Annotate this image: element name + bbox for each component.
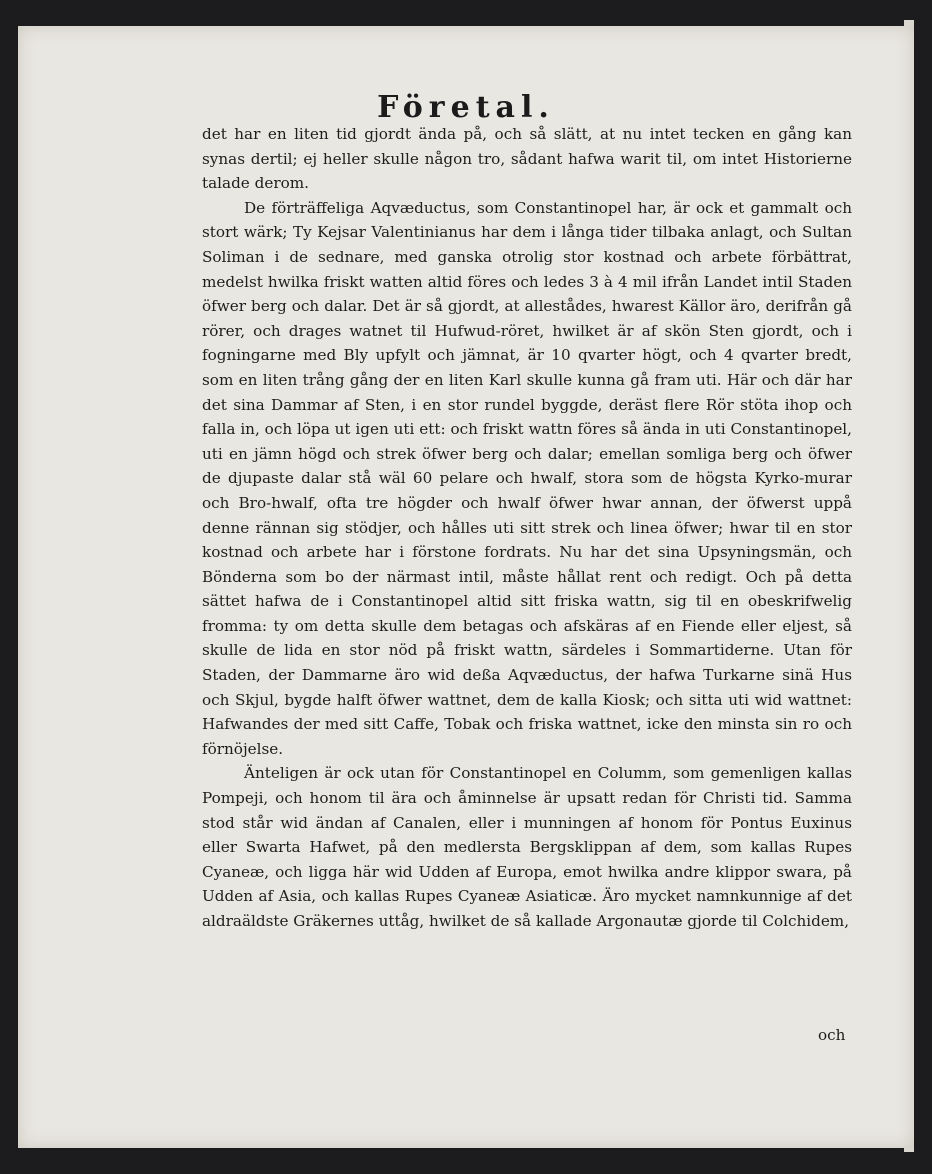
- paragraph-3: Änteligen är ock utan för Constantinopel en Columm, som gemenligen kallas Pompeji, och honom til ära och åminnelse är upsatt redan för Christi tid. Samma stod står wid ändan af Canalen, eller i munningen af honom för Pontus Euxinus eller Swarta Hafwet, på den medlersta Bergsklippan af dem, som kallas Rupes Cyaneæ, och ligga här wid Udden af Europa, emot hwilka andre klippor swara, på Udden af Asia, och kallas Rupes Cyaneæ Asiaticæ. Äro mycket namnkunnige af det aldraäldste Gräkernes uttåg, hwilket de så kallade Argonautæ gjorde til Colchidem,: [202, 764, 852, 930]
- catchword: och: [818, 1026, 846, 1044]
- book-page: [18, 26, 914, 1148]
- paragraph-1: det har en liten tid gjordt ända på, och så slätt, at nu intet tecken en gång kan synas dertil; ej heller skulle någon tro, sådant hafwa warit til, om intet Historierne talade derom.: [202, 125, 852, 193]
- page-title: Företal.: [377, 90, 555, 125]
- body-text: [202, 122, 852, 934]
- paragraph-2: De förträffeliga Aqvæductus, som Constantinopel har, är ock et gammalt och stort wärk; Ty Kejsar Valentinianus har dem i långa tider tilbaka anlagt, och Sultan Soliman i de sednare, med ganska otrolig stor kostnad och arbete förbättrat, medelst hwilka friskt watten altid föres och ledes 3 à 4 mil ifrån Landet intil Staden öfwer berg och dalar. Det är så gjordt, at allestådes, hwarest Källor äro, derifrån gå rörer, och drages watnet til Hufwud-röret, hwilket är af skön Sten gjordt, och i fogningarne med Bly upfylt och jämnat, är 10 qvarter högt, och 4 qvarter bredt, som en liten trång gång der en liten Karl skulle kunna gå fram uti. Här och där har det sina Dammar af Sten, i en stor rundel byggde, deräst flere Rör stöta ihop och falla in, och löpa ut igen uti ett: och friskt wattn föres så ända in uti Constantinopel, uti en jämn högd och strek öfwer berg och dalar; emellan somliga berg och öfwer de djupaste dalar stå wäl 60 pelare och hwalf, stora som de högsta Kyrko-murar och Bro-hwalf, ofta tre högder och hwalf öfwer hwar annan, der öfwerst uppå denne rännan sig stödjer, och hålles uti sitt strek och linea öfwer; hwar til en stor kostnad och arbete har i förstone fordrats. Nu har det sina Upsyningsmän, och Bönderna som bo der närmast intil, måste hållat rent och redigt. Och på detta sättet hafwa de i Constantinopel altid sitt friska wattn, sig til en obeskrifwelig fromma: ty om detta skulle dem betagas och afskäras af en Fiende eller eljest, så skulle de lida en stor nöd på friskt wattn, särdeles i Sommartiderne. Utan för Staden, der Dammarne äro wid deßa Aqvæductus, der hafwa Turkarne sinä Hus och Skjul, bygde halft öfwer wattnet, dem de kalla Kiosk; och sitta uti wid wattnet: Hafwandes der med sitt Caffe, Tobak och friska wattnet, icke den minsta sin ro och förnöjelse.: [202, 198, 852, 758]
